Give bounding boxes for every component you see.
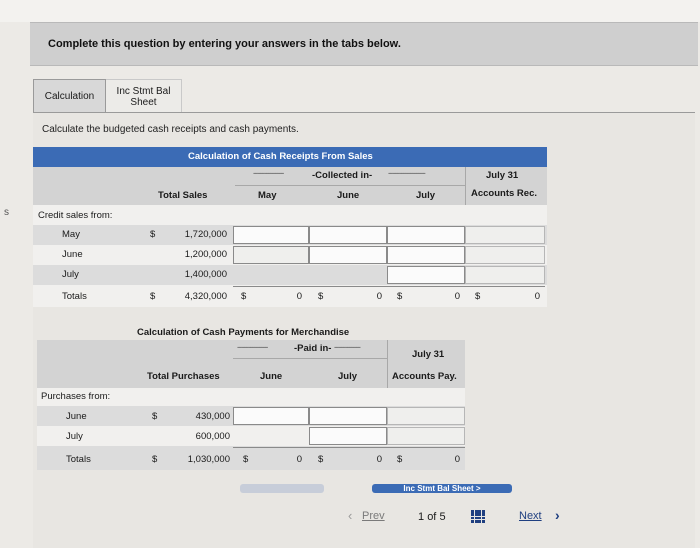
- may-ar-cell: [465, 226, 545, 244]
- may-total-sales: 1,720,000: [184, 229, 227, 240]
- ap-total: 0: [454, 454, 460, 465]
- receipts-header: [33, 167, 547, 205]
- june-pay-june-input[interactable]: [233, 407, 309, 425]
- paid-in-label: -Paid in-: [294, 343, 332, 354]
- prev-arrow-icon[interactable]: ‹: [348, 508, 353, 523]
- ap-header-line1: July 31: [412, 349, 445, 360]
- june-collect-may-cell: [233, 246, 309, 264]
- tab-calculation-label: Calculation: [44, 91, 95, 102]
- june-total-sales: 1,200,000: [184, 249, 227, 260]
- july-purchases: 600,000: [195, 431, 230, 442]
- row-label-june: June: [62, 249, 83, 260]
- july-collect-july-input[interactable]: [387, 266, 465, 284]
- credit-sales-label: Credit sales from:: [38, 210, 113, 221]
- next-tab-button[interactable]: Inc Stmt Bal Sheet >: [372, 484, 512, 493]
- pay-july-header: July: [338, 371, 358, 382]
- july-ar-cell: [465, 266, 545, 284]
- purchases-label: Purchases from:: [41, 391, 111, 402]
- july-collected-total: 0: [454, 291, 460, 302]
- ar-header-line2: Accounts Rec.: [471, 188, 537, 199]
- tab-inc-stmt-label: Inc Stmt Bal Sheet: [116, 85, 171, 108]
- total-credit-sales: 4,320,000: [184, 291, 227, 302]
- row-label-may: May: [62, 229, 80, 240]
- grid-icon[interactable]: [471, 510, 485, 523]
- collected-in-label: -Collected in-: [312, 170, 373, 181]
- faint-button: [240, 484, 324, 493]
- june-ap-cell: [387, 407, 465, 425]
- tab-calculation[interactable]: [33, 79, 106, 113]
- may-header: May: [258, 190, 277, 201]
- tab-inc-stmt-bal-sheet[interactable]: [106, 79, 182, 113]
- may-collect-july-input[interactable]: [387, 226, 465, 244]
- pay-june-header: June: [260, 371, 283, 382]
- june-pay-july-input[interactable]: [309, 407, 387, 425]
- payments-totals-label: Totals: [66, 454, 91, 465]
- june-purchases: 430,000: [195, 411, 230, 422]
- payments-title: Calculation of Cash Payments for Merchandise: [137, 327, 350, 338]
- page-indicator: 1 of 5: [418, 511, 446, 523]
- june-ar-cell: [465, 246, 545, 264]
- instruction-text: Complete this question by entering your answers in the tabs below.: [48, 38, 401, 50]
- july-total-sales: 1,400,000: [184, 269, 227, 280]
- june-collect-july-input[interactable]: [387, 246, 465, 264]
- july-pay-july-input[interactable]: [309, 427, 387, 445]
- row-label-july: July: [62, 269, 79, 280]
- ar-header-line1: July 31: [486, 170, 519, 181]
- row-label-june: June: [66, 411, 87, 422]
- row-label-july: July: [66, 431, 83, 442]
- july-header: July: [416, 190, 436, 201]
- edge-marker: s: [4, 207, 9, 218]
- july-paid-total: 0: [376, 454, 382, 465]
- question-prompt: Calculate the budgeted cash receipts and cash payments.: [42, 124, 299, 135]
- may-collect-may-input[interactable]: [233, 226, 309, 244]
- instruction-bar: [30, 22, 698, 66]
- totals-label: Totals: [62, 291, 87, 302]
- june-collected-total: 0: [376, 291, 382, 302]
- total-purchases-header: Total Purchases: [147, 371, 220, 382]
- prev-link[interactable]: Prev: [362, 510, 385, 522]
- may-collect-june-input[interactable]: [309, 226, 387, 244]
- total-purchases: 1,030,000: [187, 454, 230, 465]
- next-link[interactable]: Next: [519, 510, 542, 522]
- may-collected-total: 0: [296, 291, 302, 302]
- june-collect-june-input[interactable]: [309, 246, 387, 264]
- receipts-title: Calculation of Cash Receipts From Sales: [188, 151, 373, 162]
- june-paid-total: 0: [296, 454, 302, 465]
- tab-bar: [33, 79, 695, 113]
- june-header: June: [337, 190, 360, 201]
- ap-header-line2: Accounts Pay.: [392, 371, 457, 382]
- july-ap-cell: [387, 427, 465, 445]
- top-strip: [0, 0, 700, 22]
- total-sales-header: Total Sales: [158, 190, 208, 201]
- ar-total: 0: [534, 291, 540, 302]
- next-arrow-icon[interactable]: ›: [555, 507, 560, 523]
